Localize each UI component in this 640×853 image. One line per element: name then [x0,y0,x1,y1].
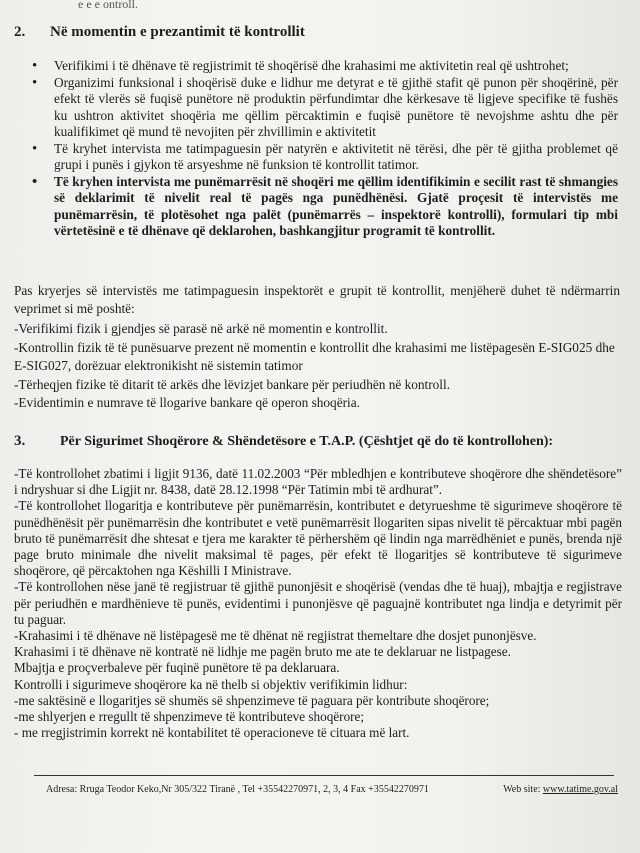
bullet-item-bold: • Të kryhen intervista me punëmarrësit në shoqëri me qëllim identifikimin e secilit rast të shmangies së deklarimit të nivelit real të pagës nga punëdhënësi. Gjatë proçesit të intervistës me punëmarrësin, të plotësohet nga palët (punëmarrës – inspektorë kontrolli), formulari tip mbi vërtetësinë e të dhënave që deklarohen, bashkangjitur programit të kontrollit. [32,174,618,240]
section-3-item: -Të kontrollohen nëse janë të regjistruar të gjithë punonjësit e shoqërisë (vendas dhe të huaj), mbajtja e regjistrave për periudhën e mardhënieve të punës, evidentimi i punonjësve që paguajnë kontributet nga lindja e detyrimit për tu paguar. [14,579,622,627]
section-3-item: -me shlyerjen e rregullt të shpenzimeve të kontributeve shoqërore; [14,709,365,725]
footer-address: Adresa: Rruga Teodor Keko,Nr 305/322 Tiranë , Tel +35542270971, 2, 3, 4 Fax +35542270971 [46,784,429,795]
action-item: -Evidentimin e numrave të llogarive bankare që operon shoqëria. [14,395,360,410]
action-item: -Tërheqjen fizike të ditarit të arkës dhe lëvizjet bankare për periudhën në kontroll. [14,376,451,392]
section-3-list [14,466,622,741]
section-3-item: -Të kontrollohet zbatimi i ligjit 9136, datë 11.02.2003 “Për mbledhjen e kontributeve shoqërore dhe shëndetësore” i ndryshuar si dhe Ligjit nr. 8438, datë 28.12.1998 “Për Tatimin mbi të ardhurat”. [14,466,622,498]
section-3-item: -Të kontrollohet llogaritja e kontributeve për punëmarrësin, kontributet e detyrueshme të sigurimeve shoqërore të punëdhënësit për punëmarrësin dhe kontributet e vetë punëmarrësit llogariten sipas nivelit të përcaktuar mbi pagën bruto të punëmarrësit dhe shtesat e tjera me karakter të përhershëm që lindin nga marrëdhëniet e punës, brenda një page bruto minimale dhe nivelit maksimal të pages, për efekt të llogaritjes së kontributeve të sigurimeve shoqërore, që përcaktohen nga Këshilli I Ministrave. [14,498,622,579]
section-2-bullet-list [32,58,618,240]
website-label: Web site: [503,784,541,795]
section-3-item: Krahasimi i të dhënave në kontratë në lidhje me pagën bruto me ate te deklaruar ne listpagese. [14,644,511,660]
footer-divider [34,775,614,776]
bullet-item: • Të kryhet intervista me tatimpaguesin për natyrën e aktivitetit në tërësi, dhe për të gjitha problemet që grupi i punës i gjykon të arsyeshme në funksion të kontrollit tatimor. [32,141,618,174]
section-2-number: 2. [14,24,26,40]
bullet-item: • Verifikimi i të dhënave të regjistrimit të shoqërisë dhe krahasimi me aktivitetin real që ushtrohet; [32,58,618,75]
action-item: -Verifikimi fizik i gjendjes së parasë në arkë në momentin e kontrollit. [14,321,388,336]
section-3-heading [14,433,553,450]
action-list [14,320,620,413]
cut-off-text: e e e ontroll. [78,0,138,8]
section-3-number: 3. [14,433,26,449]
section-2-title: Në momentin e prezantimit të kontrollit [50,24,305,40]
section-3-item: -Krahasimi i të dhënave në listëpagesë me të dhënat në regjistrat themeltare dhe dosjet punonjësve. [14,628,537,644]
section-3-item: -me saktësinë e llogaritjes së shumës së shpenzimeve të paguara për kontribute shoqërore; [14,692,490,708]
section-2-heading [14,24,305,41]
action-item: -Kontrollin fizik të të punësuarve prezent në momentin e kontrollit dhe krahasimi me listëpagesën E-SIG025 dhe E-SIG027, dorëzuar elektronikisht në sistemin tatimor [14,339,615,373]
footer-website [503,784,618,795]
footer [46,784,618,795]
section-3-title: Për Sigurimet Shoqërore & Shëndetësore e T.A.P. (Çështjet që do të kontrollohen): [60,434,554,449]
section-3-item: - me rregjistrimin korrekt në kontabilitet të operacioneve të cituara më lart. [14,725,410,741]
intro-paragraph: Pas kryerjes së intervistës me tatimpaguesin inspektorët e grupit të kontrollit, menjëherë duhet të ndërmarrin veprimet si më poshtë: [14,283,620,316]
website-link[interactable]: www.tatime.gov.al [542,784,618,795]
section-3-item: Kontrolli i sigurimeve shoqërore ka në thelb si objektiv verifikimin lidhur: [14,676,408,692]
bullet-item: • Organizimi funksional i shoqërisë duke e lidhur me detyrat e të gjithë stafit që punon për shoqërinë, për efekt të vlerës së fuqisë punëtore në produktin përfundimtar dhe kërkesave të ligjeve specifike të fushës ku ushtron aktivitet shoqëria me qëllim përcaktimin e fuqisë punëtore të nevojshme ashtu dhe për kualifikimet që mund të nevojiten për zhvillimin e aktivitetit [32,75,618,141]
section-3-item: Mbajtja e proçverbaleve për fuqinë punëtore të pa deklaruara. [14,660,340,676]
